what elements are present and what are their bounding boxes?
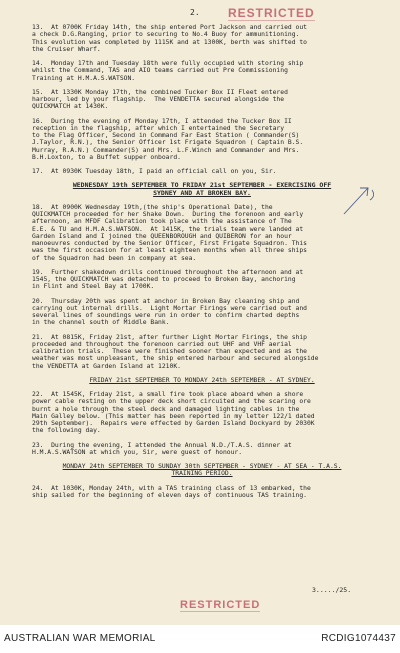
text-line: 17. At 0930K Tuesday 18th, I paid an official call on you, Sir. [32,168,277,175]
text-line: harbour, led by your flagship. The VENDETTA secured alongside the [32,96,285,103]
text-line: B.H.Loxton, to a Buffet supper onboard. [32,153,181,161]
paragraph [32,24,372,53]
text-line: SYDNEY AND AT BROKEN BAY. [153,188,251,197]
text-line: in the channel south of Middle Bank. [32,319,170,327]
text-line: to the Flag Officer, Second in Command Far East Station ( Commander(S) [32,132,300,139]
section-heading [32,182,372,197]
text-line: Murray, R.A.N.) Commander(S) and Mrs. L.F.Winch and Commander and Mrs. [32,146,300,154]
text-line: the VENDETTA at Garden Island at 1210K. [32,362,181,370]
text-line: proceeded and throughout the forenoon carried out UHF and VHF aerial [32,340,292,348]
text-line: 13. At 0700K Friday 14th, the ship entered Port Jackson and carried out [32,24,307,31]
text-line: 22. At 1545K, Friday 21st, a small fire took place aboard when a shore [32,391,304,398]
paragraph [32,298,372,327]
text-line: several lines of soundings were run in order to confirm charted depths [32,312,300,319]
text-line: 18. At 0900K Wednesday 19th,(the ship's Operational Date), the [32,203,273,211]
paragraph [32,334,372,370]
text-line: 21. At 0815K, Friday 21st, after further Light Mortar Firings, the ship [32,333,307,341]
text-line: H.M.A.S.WATSON at which you, Sir, were guest of honour. [32,448,243,456]
text-line: power cable resting on the upper deck short circuited and the scaring ore [32,398,311,406]
text-line: ship sailed for the beginning of eleven days of continuous TAS training. [32,491,307,499]
text-line: carrying out internal drills. Light Mortar Firings were carried out and [32,304,307,312]
text-line: whilst the Command, TAS and AIO teams carried out Pre Commissioning [32,67,288,75]
text-line: E.E. & TU and H.M.A.S.WATSON. At 1415K, the trials team were landed at [32,225,304,233]
text-line: 19. Further shakedown drills continued throughout the afternoon and at [32,268,304,276]
text-line: FRIDAY 21st SEPTEMBER TO MONDAY 24th SEPTEMBER - AT SYDNEY. [89,376,315,384]
text-line: QUICKMATCH at 1430K. [32,103,109,111]
text-line: WEDNESDAY 19th SEPTEMBER TO FRIDAY 21st SEPTEMBER - EXERCISING OFF [72,181,332,190]
text-line: of the Squadron had been in company at sea. [32,254,197,262]
archive-name: AUSTRALIAN WAR MEMORIAL [4,633,156,644]
text-line: the Cruiser Wharf. [32,45,101,53]
text-line: Training at H.M.A.S.WATSON. [32,74,136,82]
section-heading [32,377,372,384]
archive-caption-bar [0,625,400,653]
paragraph [32,442,372,457]
text-line: burnt a hole through the steel deck and damaged lighting cables in the [32,405,300,413]
text-line: calibration trials. These were finished sooner than expected and as the [32,348,307,355]
paragraph [32,204,372,262]
restricted-stamp-top: RESTRICTED [228,6,315,20]
text-line: 15. At 1330K Monday 17th, the combined Tucker Box II Fleet entered [32,88,288,96]
text-line: was the first occasion for at least eighteen months when all three ships [32,247,307,255]
text-line: 24. At 1030K, Monday 24th, with a TAS training class of 13 embarked, the [32,484,311,492]
text-line: manoeuvres conducted by the Senior Officer, First Frigate Squadron. This [32,240,307,247]
paragraph [32,269,372,291]
text-line: 14. Monday 17th and Tuesday 18th were fully occupied with storing ship [32,60,304,67]
document-body [32,24,372,506]
text-line: 29th September). Repairs were effected by Garden Island Dockyard by 2030K [32,420,315,427]
text-line: Main Galley below. (This matter has been reported in my letter 122/1 dated [32,412,315,420]
text-line: 20. Thursday 20th was spent at anchor in Broken Bay cleaning ship and [32,297,300,305]
paragraph [32,391,372,435]
text-line: QUICKMATCH proceeded for her Shake Down. During the forenoon and early [32,211,304,218]
text-line: weather was most unpleasant, the ship entered harbour and secured alongside [32,355,319,363]
restricted-stamp-bottom: RESTRICTED [180,599,261,611]
handwritten-arrow-icon [340,180,380,220]
text-line: MONDAY 24th SEPTEMBER TO SUNDAY 30th SEPTEMBER - SYDNEY - AT SEA - T.A.S. [62,463,342,470]
text-line: TRAINING PERIOD. [171,470,233,478]
text-line: afternoon, an MFDF Calibration took place with the assistance of The [32,218,292,226]
paragraph [32,60,372,82]
text-line: the following day. [32,427,101,435]
text-line: 16. During the evening of Monday 17th, I attended the Tucker Box II [32,117,292,125]
text-line: This evolution was completed by 1115K and at 1300K, berth was shifted to [32,38,307,46]
archive-record-id: RCDIG1074437 [321,633,396,644]
paragraph [32,168,372,175]
page-number: 2. [190,8,200,17]
text-line: 23. During the evening, I attended the Annual N.D./T.A.S. dinner at [32,441,292,449]
continuation-page-ref: 3...../25. [312,586,352,594]
paragraph [32,89,372,111]
text-line: J.Taylor, R.N.), the Senior Officer 1st Frigate Squadron ( Captain B.S. [32,139,304,147]
paragraph [32,485,372,500]
text-line: a check D.G.Ranging, prior to securing to No.4 Buoy for ammunitioning. [32,31,300,39]
text-line: reception in the flagship, after which I entertained the Secretary [32,124,285,132]
paragraph [32,118,372,162]
text-line: 1545, the QUICKMATCH was detached to proceed to Broken Bay, anchoring [32,276,296,283]
text-line: in Flint and Steel Bay at 1700K. [32,283,155,291]
section-heading [32,463,372,478]
text-line: Garden Island and I joined the QUEENBOROUGH and QUIBERON for an hour [32,232,292,240]
